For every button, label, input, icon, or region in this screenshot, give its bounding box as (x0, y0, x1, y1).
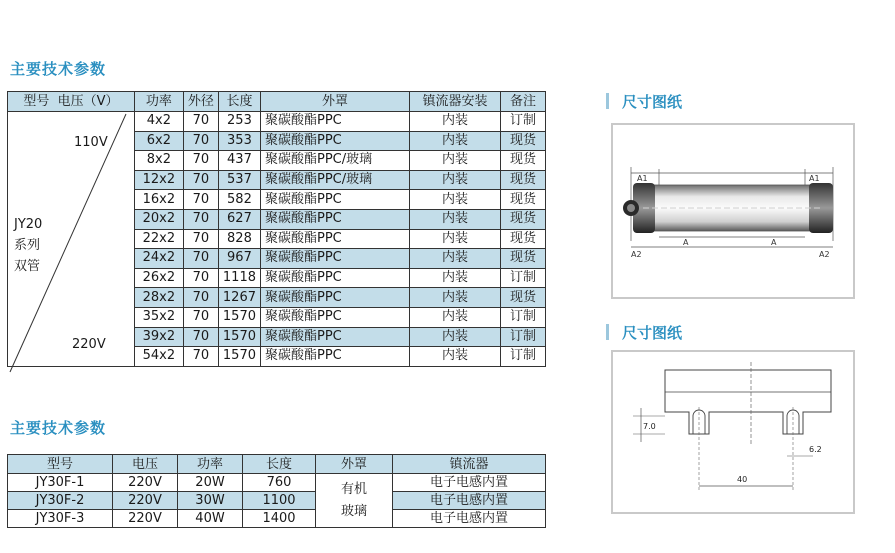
cell-ballast: 电子电感内置 (393, 474, 546, 492)
cell-ballast: 内装 (410, 327, 501, 347)
cell-length: 1400 (243, 510, 316, 528)
model-label (14, 214, 42, 277)
header2-voltage: 电压 (113, 455, 178, 474)
cell-ballast: 内装 (410, 131, 501, 151)
label-height: 7.0 (643, 422, 656, 431)
cell-diameter: 70 (183, 268, 218, 288)
cell-ballast: 内装 (410, 347, 501, 367)
cell-length: 760 (243, 474, 316, 492)
cell-power: 12x2 (134, 170, 183, 190)
cell-length: 537 (218, 170, 260, 190)
section-title-2: 主要技术参数 (10, 419, 107, 437)
cell-cover: 聚碳酸酯PPC (261, 307, 410, 327)
cell-diameter: 70 (183, 131, 218, 151)
cell-length: 1267 (218, 288, 260, 308)
cell-diameter: 70 (183, 112, 218, 132)
cell-voltage: 220V (113, 510, 178, 528)
cell-power: 20x2 (134, 209, 183, 229)
cell-diameter: 70 (183, 347, 218, 367)
cell-power: 28x2 (134, 288, 183, 308)
bracket-drawing-svg (613, 352, 853, 512)
cell-model: JY30F-1 (8, 474, 113, 492)
cell-length: 828 (218, 229, 260, 249)
drawing-title-1: 尺寸图纸 (622, 93, 683, 111)
header2-ballast: 镇流器 (393, 455, 546, 474)
header-ballast: 镇流器安装 (410, 92, 501, 112)
label-slot-width: 6.2 (809, 445, 822, 454)
cell-cover: 聚碳酸酯PPC/玻璃 (261, 151, 410, 171)
cell-power: 35x2 (134, 307, 183, 327)
header2-model: 型号 (8, 455, 113, 474)
header-note: 备注 (501, 92, 546, 112)
label-a1-right: A1 (809, 174, 820, 183)
cell-note: 订制 (501, 268, 546, 288)
cell-diameter: 70 (183, 151, 218, 171)
table-row (8, 510, 546, 528)
cell-note: 现货 (501, 151, 546, 171)
title-accent-bar-1 (606, 93, 609, 109)
header2-power: 功率 (178, 455, 243, 474)
cell-ballast: 内装 (410, 190, 501, 210)
cell-power: 16x2 (134, 190, 183, 210)
cell-power: 4x2 (134, 112, 183, 132)
title-accent-bar-2 (606, 324, 609, 340)
cell-power: 20W (178, 474, 243, 492)
cell-model: JY30F-3 (8, 510, 113, 528)
drawing-title-2: 尺寸图纸 (622, 324, 683, 342)
cell-ballast: 电子电感内置 (393, 492, 546, 510)
cell-ballast: 内装 (410, 288, 501, 308)
cell-power: 24x2 (134, 249, 183, 269)
cell-cover: 聚碳酸酯PPC (261, 268, 410, 288)
header-cover: 外罩 (261, 92, 410, 112)
cell-ballast: 内装 (410, 307, 501, 327)
section-title-1: 主要技术参数 (10, 60, 107, 78)
cell-ballast: 内装 (410, 268, 501, 288)
cover-line-1: 有机 (340, 481, 367, 497)
cell-power: 26x2 (134, 268, 183, 288)
cell-power: 8x2 (134, 151, 183, 171)
cell-length: 967 (218, 249, 260, 269)
cell-diameter: 70 (183, 307, 218, 327)
label-a-left: A (683, 238, 689, 247)
cell-ballast: 内装 (410, 209, 501, 229)
dimension-drawing-tube (611, 123, 855, 299)
table-row (8, 492, 546, 510)
table-row (8, 474, 546, 492)
cell-diameter: 70 (183, 170, 218, 190)
cell-length: 1570 (218, 307, 260, 327)
cell-cover: 聚碳酸酯PPC (261, 112, 410, 132)
spec-table-jy20 (7, 91, 546, 367)
cell-cover: 聚碳酸酯PPC (261, 249, 410, 269)
label-a-right: A (771, 238, 777, 247)
dimension-drawing-bracket (611, 350, 855, 514)
cell-note: 现货 (501, 288, 546, 308)
cell-diameter: 70 (183, 209, 218, 229)
cell-note: 订制 (501, 112, 546, 132)
cell-power: 22x2 (134, 229, 183, 249)
header-model-voltage: 型号 电压（V） (8, 92, 135, 112)
cell-diameter: 70 (183, 327, 218, 347)
table-header-row (8, 455, 546, 474)
cell-ballast: 内装 (410, 151, 501, 171)
table-header-row (8, 92, 546, 112)
model-line-3: 双管 (14, 259, 41, 274)
voltage-220v: 220V (72, 337, 106, 352)
label-a2-left: A2 (631, 250, 642, 259)
cell-cover-merged (316, 474, 393, 528)
cell-diameter: 70 (183, 190, 218, 210)
cell-length: 1100 (243, 492, 316, 510)
cell-note: 订制 (501, 307, 546, 327)
cell-ballast: 内装 (410, 229, 501, 249)
model-voltage-merged-cell (8, 112, 135, 367)
spec-table-jy30f (7, 454, 546, 528)
header2-cover: 外罩 (316, 455, 393, 474)
tube-drawing-svg (613, 125, 853, 297)
cell-cover: 聚碳酸酯PPC (261, 327, 410, 347)
header-diameter: 外径 (183, 92, 218, 112)
cell-cover: 聚碳酸酯PPC (261, 190, 410, 210)
cell-length: 437 (218, 151, 260, 171)
cell-ballast: 内装 (410, 249, 501, 269)
cell-cover: 聚碳酸酯PPC (261, 288, 410, 308)
cell-power: 30W (178, 492, 243, 510)
cell-length: 1118 (218, 268, 260, 288)
cell-diameter: 70 (183, 229, 218, 249)
label-a2-right: A2 (819, 250, 830, 259)
cell-length: 627 (218, 209, 260, 229)
table-row (8, 112, 546, 132)
cell-note: 现货 (501, 229, 546, 249)
cell-cover: 聚碳酸酯PPC (261, 131, 410, 151)
cell-cover: 聚碳酸酯PPC/玻璃 (261, 170, 410, 190)
voltage-110v: 110V (74, 135, 108, 150)
cell-note: 现货 (501, 170, 546, 190)
label-spacing: 40 (737, 475, 748, 484)
header-power: 功率 (134, 92, 183, 112)
cell-ballast: 内装 (410, 112, 501, 132)
cell-power: 39x2 (134, 327, 183, 347)
header-length: 长度 (218, 92, 260, 112)
cell-power: 40W (178, 510, 243, 528)
cell-length: 1570 (218, 327, 260, 347)
cell-note: 订制 (501, 347, 546, 367)
cell-note: 订制 (501, 327, 546, 347)
cell-cover: 聚碳酸酯PPC (261, 229, 410, 249)
cell-note: 现货 (501, 209, 546, 229)
cell-voltage: 220V (113, 474, 178, 492)
cell-power: 54x2 (134, 347, 183, 367)
model-line-1: JY20 (14, 217, 43, 232)
cover-line-2: 玻璃 (340, 503, 367, 519)
label-a1-left: A1 (637, 174, 648, 183)
cell-ballast: 内装 (410, 170, 501, 190)
cell-length: 582 (218, 190, 260, 210)
cell-diameter: 70 (183, 288, 218, 308)
cell-power: 6x2 (134, 131, 183, 151)
cell-length: 353 (218, 131, 260, 151)
cell-cover: 聚碳酸酯PPC (261, 209, 410, 229)
cell-ballast: 电子电感内置 (393, 510, 546, 528)
cell-note: 现货 (501, 249, 546, 269)
model-line-2: 系列 (14, 238, 41, 253)
cell-note: 现货 (501, 131, 546, 151)
cell-cover: 聚碳酸酯PPC (261, 347, 410, 367)
cell-note: 现货 (501, 190, 546, 210)
header2-length: 长度 (243, 455, 316, 474)
cell-diameter: 70 (183, 249, 218, 269)
cell-voltage: 220V (113, 492, 178, 510)
cell-model: JY30F-2 (8, 492, 113, 510)
cell-length: 253 (218, 112, 260, 132)
cell-length: 1570 (218, 347, 260, 367)
